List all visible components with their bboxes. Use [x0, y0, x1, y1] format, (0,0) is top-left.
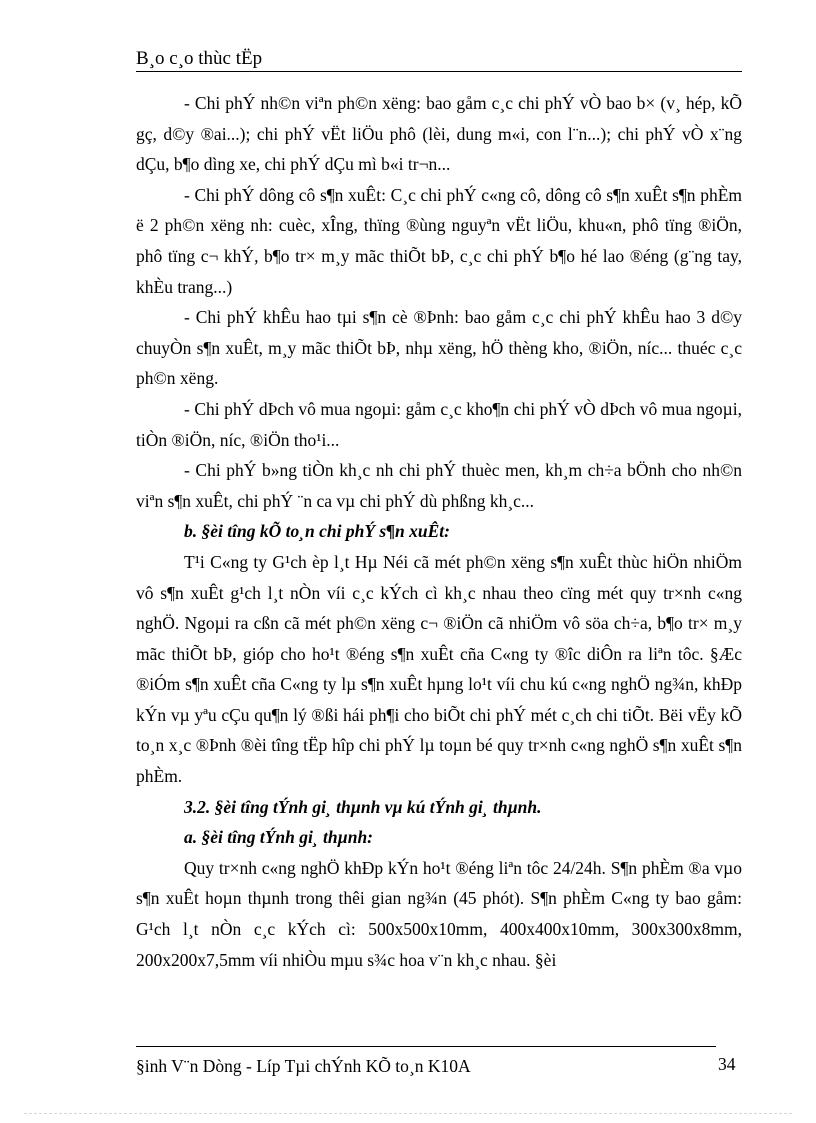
- paragraph-tool-costs: - Chi phÝ dông cô s¶n xuÊt: C¸c chi phÝ c«ng cô, dông cô s¶n xuÊt s¶n phÈm ë 2 ph©n xëng nh: cuèc, xÎng, thïng ®ùng nguyªn vËt liÖu, khu«n, phô tïng ®iÖn, phô tïng c¬ khÝ, b¶o tr× m¸y mãc thiÕt bÞ, c¸c chi phÝ b¶o hé lao ®éng (g¨ng tay, khÈu trang...): [136, 184, 742, 297]
- document-body: [136, 88, 742, 975]
- section-heading-cost-accounting-object: b. §èi tîng kÕ to¸n chi phÝ s¶n xuÊt:: [184, 521, 450, 542]
- paragraph-company-production: T¹i C«ng ty G¹ch èp l¸t Hµ Néi cã mét ph©n xëng s¶n xuÊt thùc hiÖn nhiÖm vô s¶n xuÊt g¹ch l¸t nÒn víi c¸c kÝch cì kh¸c nhau theo cïng mét quy tr×nh c«ng nghÖ. Ngoµi ra cßn cã mét ph©n xëng c¬ ®iÖn cã nhiÖm vô söa ch÷a, b¶o tr× m¸y mãc thiÕt bÞ, gióp cho ho¹t ®éng s¶n xuÊt cña C«ng ty ®îc diÔn ra liªn tôc. §Æc ®iÓm s¶n xuÊt cña C«ng ty lµ s¶n xuÊt hµng lo¹t víi chu kú c«ng nghÖ ng¾n, khÐp kÝn vµ yªu cÇu qu¶n lý ®ßi hái ph¶i cho biÕt chi phÝ mét c¸ch chi tiÕt. Bëi vËy kÕ to¸n x¸c ®Þnh ®èi tîng tËp hîp chi phÝ lµ toµn bé quy tr×nh c«ng nghÖ s¶n xuÊt s¶n phÈm.: [136, 551, 742, 787]
- section-heading-costing-object: a. §èi tîng tÝnh gi¸ thµnh:: [184, 827, 374, 848]
- paragraph-staff-costs: - Chi phÝ nh©n viªn ph©n xëng: bao gåm c¸c chi phÝ vÒ bao b× (v¸ hép, kÕ gç, d©y ®ai...); chi phÝ vËt liÖu phô (lèi, dung m«i, con l¨n...); chi phÝ vÒ x¨ng dÇu, b¶o dìng xe, chi phÝ dÇu mì b«i tr¬n...: [136, 93, 742, 175]
- paragraph-outsourced-services: - Chi phÝ dÞch vô mua ngoµi: gåm c¸c kho¶n chi phÝ vÒ dÞch vô mua ngoµi, tiÒn ®iÖn, níc, ®iÖn tho¹i...: [136, 398, 742, 450]
- page-bottom-divider: [24, 1113, 792, 1114]
- footer-rule: [136, 1046, 716, 1047]
- footer-author: §inh V¨n Dòng - Líp Tµi chÝnh KÕ to¸n K10A: [136, 1056, 471, 1076]
- paragraph-depreciation-costs: - Chi phÝ khÊu hao tµi s¶n cè ®Þnh: bao gåm c¸c chi phÝ khÊu hao 3 d©y chuyÒn s¶n xuÊt, m¸y mãc thiÕt bÞ, nhµ xëng, hÖ thèng kho, ®iÖn, níc... thuéc c¸c ph©n xëng.: [136, 307, 742, 389]
- header-rule: [136, 71, 742, 72]
- paragraph-production-process: Quy tr×nh c«ng nghÖ khÐp kÝn ho¹t ®éng liªn tôc 24/24h. S¶n phÈm ®a vµo s¶n xuÊt hoµn thµnh trong thêi gian ng¾n (45 phót). S¶n phÈm C«ng ty bao gåm: G¹ch l¸t nÒn c¸c kÝch cì: 500x500x10mm, 400x400x10mm, 300x300x8mm, 200x200x7,5mm víi nhiÒu mµu s¾c hoa v¨n kh¸c nhau. §èi: [136, 857, 742, 970]
- page-number: 34: [718, 1054, 736, 1074]
- section-heading-costing-object-and-period: 3.2. §èi tîng tÝnh gi¸ thµnh vµ kú tÝnh gi¸ thµnh.: [184, 796, 542, 817]
- header-title: B¸o c¸o thùc tËp: [136, 48, 263, 69]
- paragraph-other-cash-costs: - Chi phÝ b»ng tiÒn kh¸c nh chi phÝ thuèc men, kh¸m ch÷a bÖnh cho nh©n viªn s¶n xuÊt, chi phÝ ¨n ca vµ chi phÝ dù phßng kh¸c...: [136, 460, 742, 511]
